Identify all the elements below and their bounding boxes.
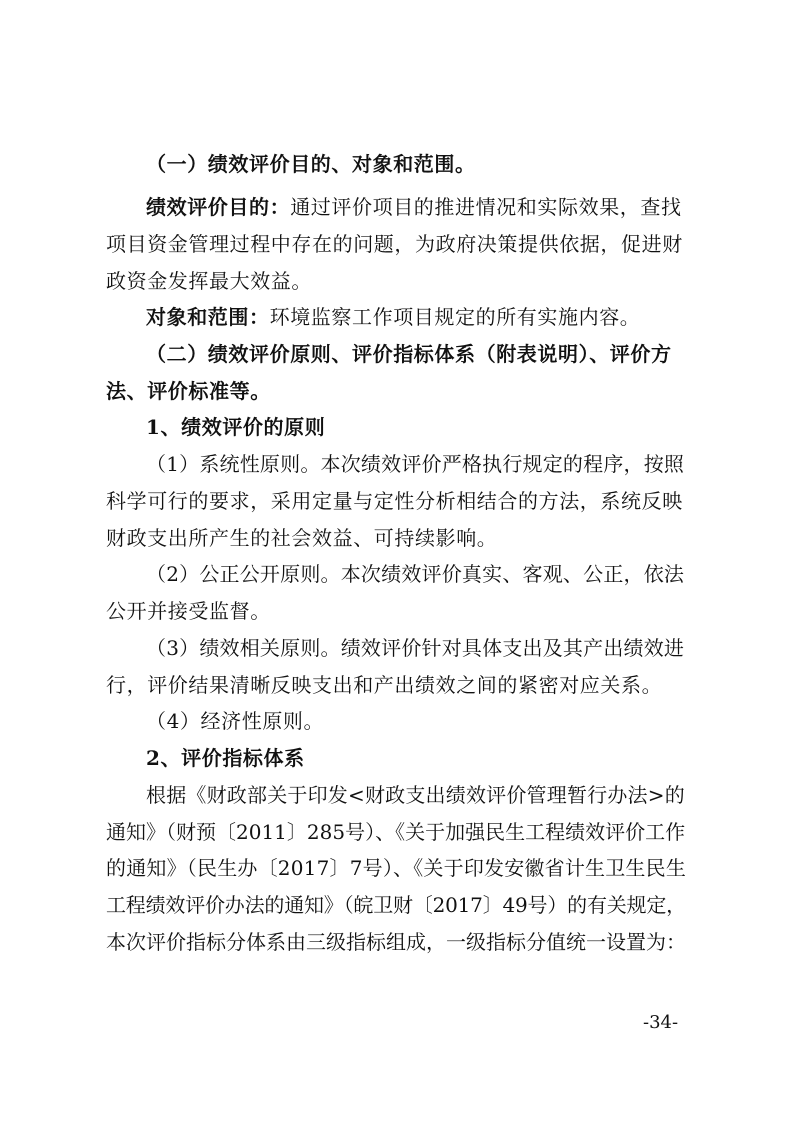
scope-label: 对象和范围： bbox=[146, 305, 270, 329]
section1-heading: （一）绩效评价目的、对象和范围。 bbox=[146, 152, 476, 176]
page-number: -34- bbox=[643, 1012, 679, 1033]
purpose-text: 通过评价项目的推进情况和实际效果，查找 bbox=[290, 195, 682, 219]
purpose-paragraph-line1 bbox=[146, 193, 682, 221]
purpose-label: 绩效评价目的： bbox=[146, 195, 291, 219]
principle1-line1: （1）系统性原则。本次绩效评价严格执行规定的程序，按照 bbox=[146, 452, 685, 476]
sub2-heading: 2、评价指标体系 bbox=[146, 746, 305, 770]
basis-line3: 的通知》（民生办〔2017〕7号）、《关于印发安徽省计生卫生民生 bbox=[106, 856, 687, 880]
basis-line4: 工程绩效评价办法的通知》（皖卫财〔2017〕49号）的有关规定， bbox=[106, 893, 686, 917]
purpose-paragraph-line3: 政资金发挥最大效益。 bbox=[106, 269, 312, 293]
principle2-line1: （2）公正公开原则。本次绩效评价真实、客观、公正，依法 bbox=[146, 562, 685, 586]
principle2-line2: 公开并接受监督。 bbox=[106, 599, 271, 623]
principle1-line2: 科学可行的要求，采用定量与定性分析相结合的方法，系统反映 bbox=[106, 489, 683, 513]
basis-line5: 本次评价指标分体系由三级指标组成，一级指标分值统一设置为： bbox=[106, 930, 686, 954]
scope-text: 环境监察工作项目规定的所有实施内容。 bbox=[269, 305, 641, 329]
principle3-line1: （3）绩效相关原则。绩效评价针对具体支出及其产出绩效进 bbox=[146, 636, 685, 660]
sub1-heading: 1、绩效评价的原则 bbox=[146, 415, 326, 439]
basis-line1: 根据《财政部关于印发<财政支出绩效评价管理暂行办法>的 bbox=[146, 783, 685, 807]
principle4-line1: （4）经济性原则。 bbox=[146, 709, 325, 733]
section2-heading-line2: 法、评价标准等。 bbox=[106, 379, 271, 403]
basis-line2: 通知》（财预〔2011〕285号）、《关于加强民生工程绩效评价工作 bbox=[106, 820, 686, 844]
scope-paragraph bbox=[146, 303, 640, 331]
section2-heading-line1: （二）绩效评价原则、评价指标体系（附表说明）、评价方 bbox=[146, 342, 672, 366]
principle1-line3: 财政支出所产生的社会效益、可持续影响。 bbox=[106, 526, 498, 550]
principle3-line2: 行，评价结果清晰反映支出和产出绩效之间的紧密对应关系。 bbox=[106, 673, 663, 697]
purpose-paragraph-line2: 项目资金管理过程中存在的问题，为政府决策提供依据，促进财 bbox=[106, 232, 683, 256]
